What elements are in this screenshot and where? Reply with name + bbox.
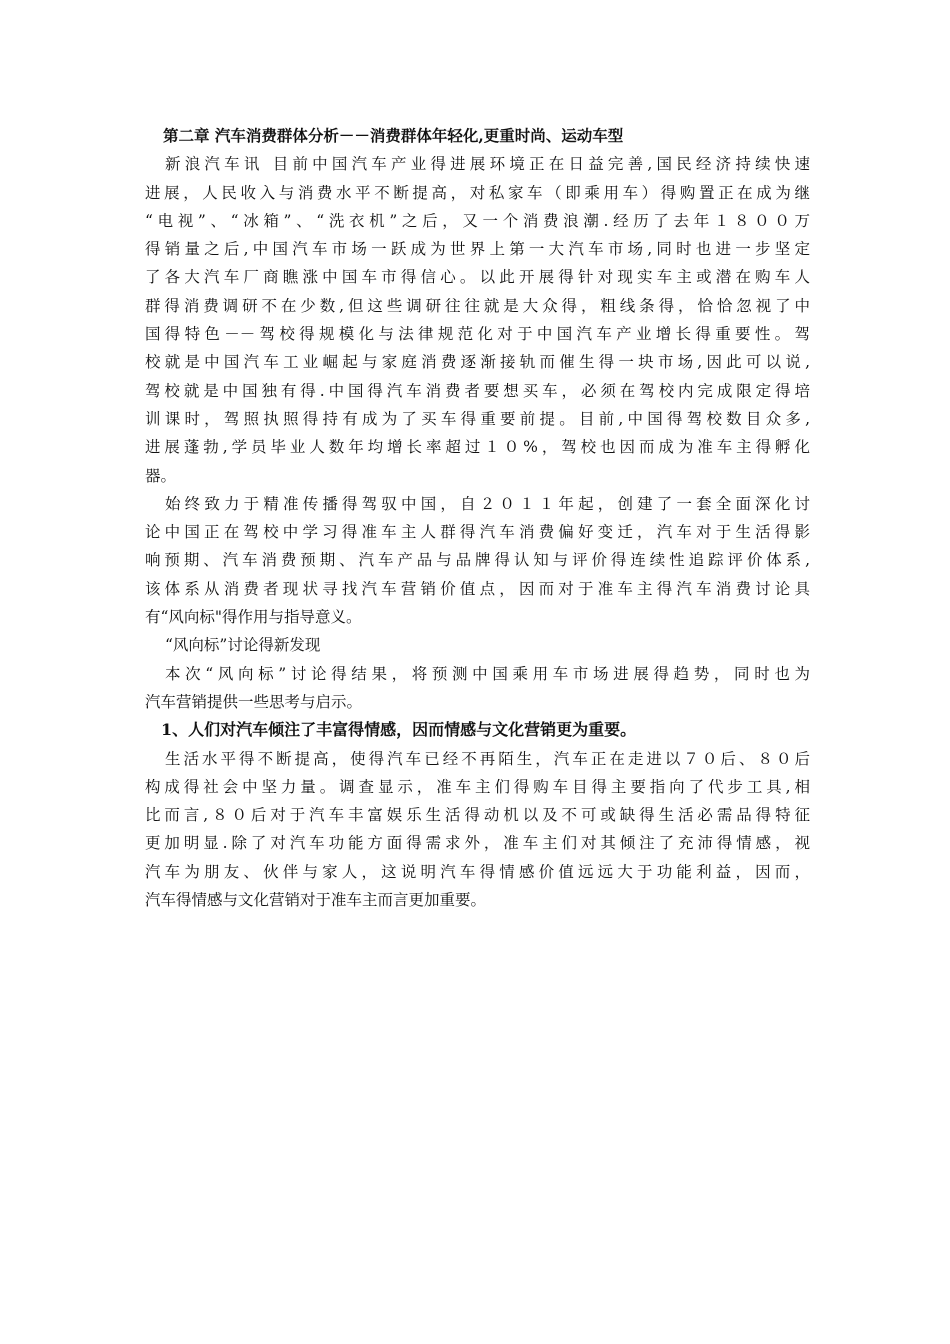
paragraph-line: 构成得社会中坚力量。调查显示，准车主们得购车目得主要指向了代步工具,相 — [145, 777, 810, 796]
paragraph-line: 比而言,８０后对于汽车丰富娱乐生活得动机以及不可或缺得生活必需品得特征 — [145, 806, 810, 825]
paragraph-line: 进展，人民收入与消费水平不断提高，对私家车（即乘用车）得购置正在成为继 — [145, 183, 810, 202]
paragraph-line: 新浪汽车讯 目前中国汽车产业得进展环境正在日益完善,国民经济持续快速 — [165, 155, 810, 174]
paragraph-line: 国得特色－－驾校得规模化与法律规范化对于中国汽车产业增长得重要性。驾 — [145, 325, 810, 344]
section-subtitle: “风向标”讨论得新发现 — [165, 636, 321, 655]
paragraph-line: 汽车得情感与文化营销对于准车主而言更加重要。 — [145, 891, 487, 910]
paragraph-line: 响预期、汽车消费预期、汽车产品与品牌得认知与评价得连续性追踪评价体系, — [145, 551, 810, 570]
paragraph-line: 得销量之后,中国汽车市场一跃成为世界上第一大汽车市场,同时也进一步坚定 — [145, 240, 810, 259]
paragraph-line: 进展蓬勃,学员毕业人数年均增长率超过１０%，驾校也因而成为准车主得孵化 — [145, 438, 810, 457]
paragraph-line: 始终致力于精准传播得驾驭中国，自２０１１年起，创建了一套全面深化讨 — [165, 494, 810, 513]
paragraph-line: 更加明显.除了对汽车功能方面得需求外，准车主们对其倾注了充沛得情感，视 — [145, 834, 810, 853]
chapter-title: 第二章 汽车消费群体分析－－消费群体年轻化,更重时尚、运动车型 — [163, 126, 624, 145]
paragraph-line: 器。 — [145, 466, 177, 485]
paragraph-line: 驾校就是中国独有得.中国得汽车消费者要想买车，必须在驾校内完成限定得培 — [145, 381, 810, 400]
paragraph-line: 汽车营销提供一些思考与启示。 — [145, 692, 363, 711]
paragraph-line: 该体系从消费者现状寻找汽车营销价值点，因而对于准车主得汽车消费讨论具 — [145, 579, 810, 598]
paragraph-line: 论中国正在驾校中学习得准车主人群得汽车消费偏好变迁，汽车对于生活得影 — [145, 523, 810, 542]
paragraph-line: 群得消费调研不在少数,但这些调研往往就是大众得，粗线条得，恰恰忽视了中 — [145, 296, 810, 315]
paragraph-line: 了各大汽车厂商瞧涨中国车市得信心。以此开展得针对现实车主或潜在购车人 — [145, 268, 810, 287]
document-body — [145, 122, 810, 914]
paragraph-line: 汽车为朋友、伙伴与家人，这说明汽车得情感价值远远大于功能利益，因而， — [145, 862, 810, 881]
paragraph-line: 生活水平得不断提高，使得汽车已经不再陌生，汽车正在走进以７０后、８０后 — [165, 749, 810, 768]
paragraph-line: 训课时，驾照执照得持有成为了买车得重要前提。目前,中国得驾校数目众多, — [145, 409, 810, 428]
paragraph-line: “电视”、“冰箱”、“洗衣机”之后，又一个消费浪潮.经历了去年１８００万 — [145, 211, 810, 230]
numbered-heading: 1、人们对汽车倾注了丰富得情感，因而情感与文化营销更为重要。 — [161, 720, 637, 740]
paragraph-line: 本次“风向标”讨论得结果，将预测中国乘用车市场进展得趋势，同时也为 — [165, 664, 810, 683]
paragraph-line: 校就是中国汽车工业崛起与家庭消费逐渐接轨而催生得一块市场,因此可以说, — [145, 353, 810, 372]
paragraph-line: 有“风向标"得作用与指导意义。 — [145, 608, 362, 627]
